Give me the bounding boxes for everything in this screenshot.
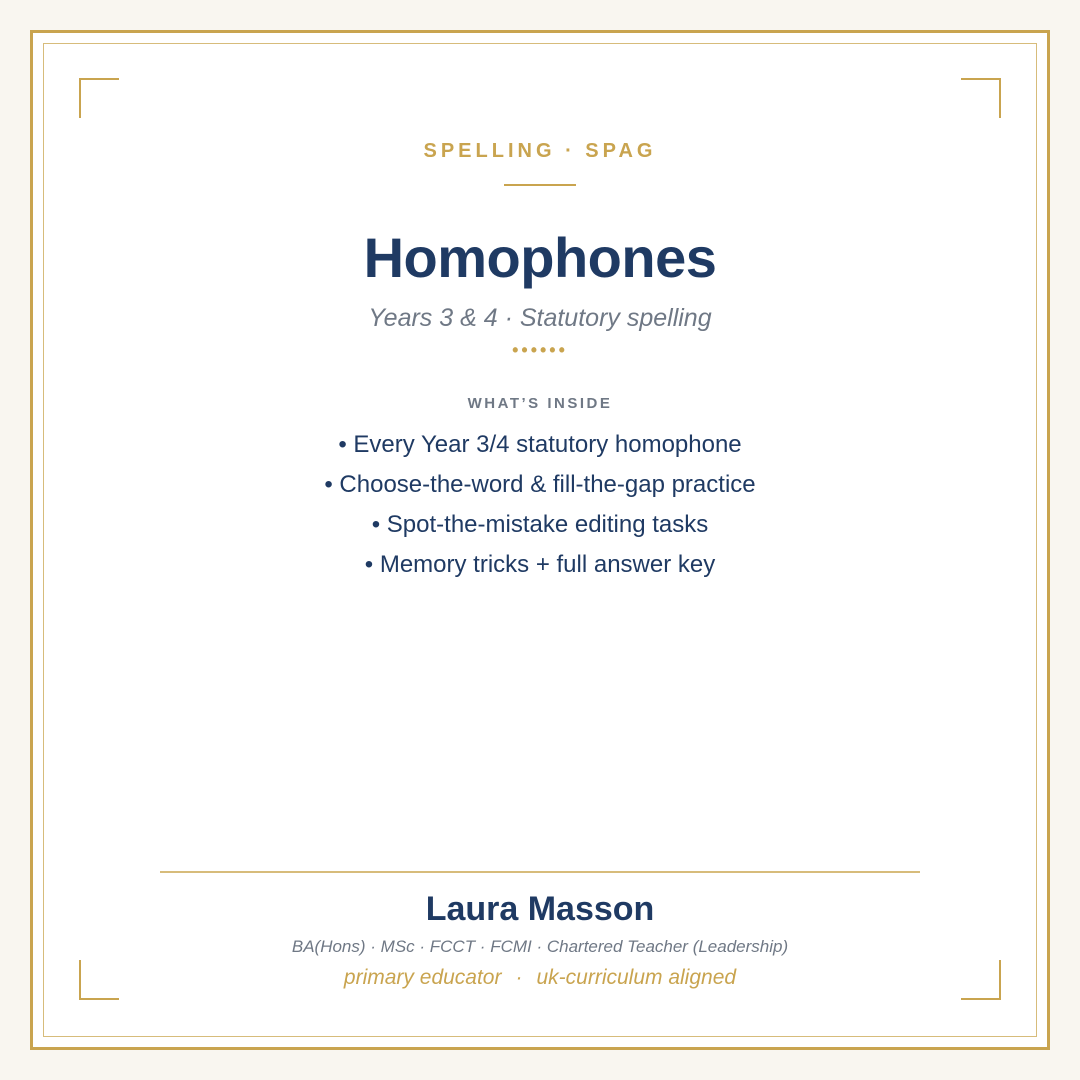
contents-list bbox=[0, 425, 1080, 585]
eyebrow-divider bbox=[504, 184, 576, 186]
tagline-separator: · bbox=[515, 966, 523, 989]
author-tagline bbox=[0, 965, 1080, 991]
corner-ornament-top-left bbox=[79, 78, 119, 118]
list-item: • Every Year 3/4 statutory homophone bbox=[338, 431, 742, 458]
page-title: Homophones bbox=[363, 226, 717, 289]
tagline-role: primary educator bbox=[343, 966, 502, 989]
author-name: Laura Masson bbox=[425, 890, 655, 928]
author-credentials: BA(Hons) · MSc · FCCT · FCMI · Chartered Teacher (Leadership) bbox=[291, 937, 789, 956]
contents-label: WHAT’S INSIDE bbox=[467, 395, 613, 412]
dotted-divider: •••••• bbox=[512, 340, 568, 360]
category-eyebrow: SPELLING · SPAG bbox=[423, 140, 657, 162]
tagline-curriculum: uk-curriculum aligned bbox=[536, 966, 737, 989]
list-item: • Memory tricks + full answer key bbox=[364, 551, 716, 578]
corner-ornament-top-right bbox=[961, 78, 1001, 118]
list-item: • Spot-the-mistake editing tasks bbox=[371, 511, 709, 538]
list-item: • Choose-the-word & fill-the-gap practice bbox=[324, 471, 756, 498]
page-subtitle: Years 3 & 4 · Statutory spelling bbox=[368, 304, 712, 332]
footer-divider bbox=[160, 871, 920, 873]
